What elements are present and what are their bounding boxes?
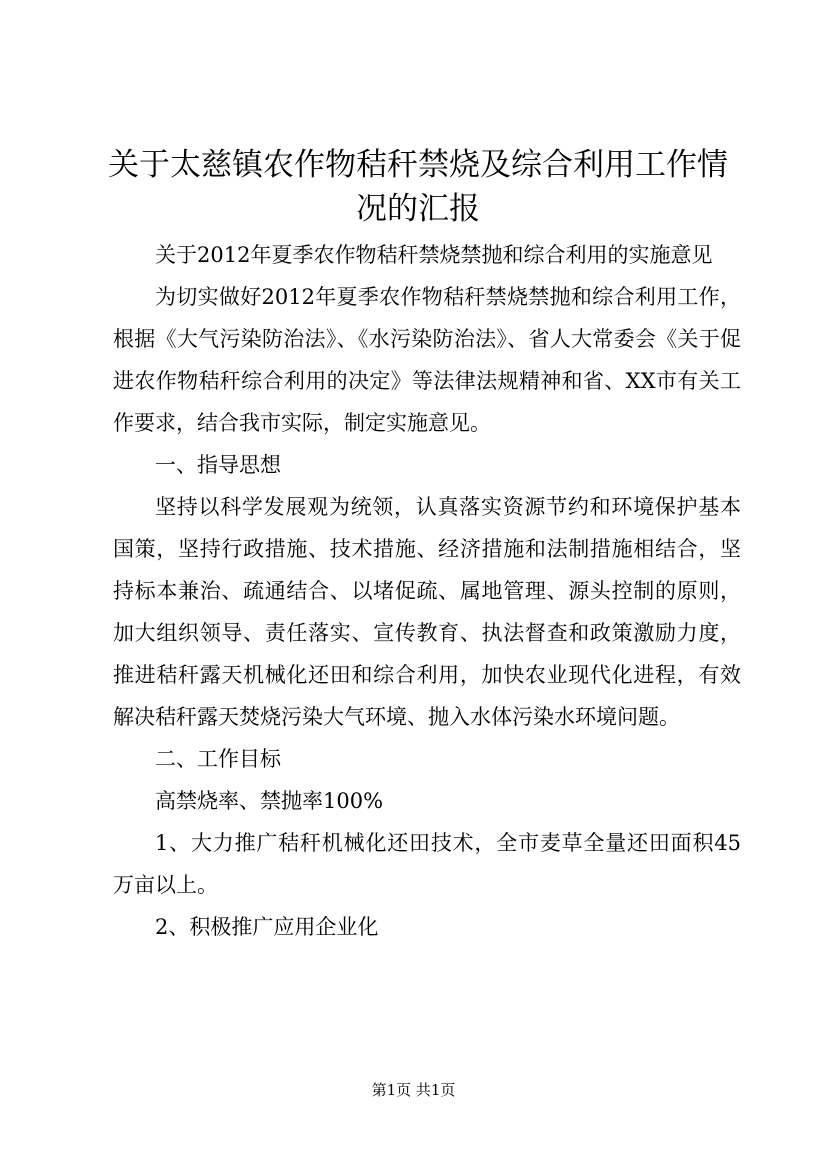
document-body <box>113 234 741 948</box>
paragraph-goal-2: 2、积极推广应用企业化 <box>155 915 379 939</box>
paragraph-goal-1: 1、大力推广秸秆机械化还田技术，全市麦草全量还田面积45万亩以上。 <box>113 831 741 897</box>
paragraph-subtitle: 关于2012年夏季农作物秸秆禁烧禁抛和综合利用的实施意见 <box>155 243 713 267</box>
heading-guiding-ideology: 一、指导思想 <box>155 453 281 477</box>
paragraph-goal-rate: 高禁烧率、禁抛率100% <box>155 789 384 813</box>
page-footer: 第1页 共1页 <box>371 1081 456 1099</box>
document-title: 关于太慈镇农作物秸秆禁烧及综合利用工作情况的汇报 <box>108 147 728 227</box>
paragraph-guiding-ideology: 坚持以科学发展观为统领，认真落实资源节约和环境保护基本国策，坚持行政措施、技术措施、经济措施和法制措施相结合，坚持标本兼治、疏通结合、以堵促疏、属地管理、源头控制的原则，加大组织领导、责任落实、宣传教育、执法督查和政策激励力度，推进秸秆露天机械化还田和综合利用，加快农业现代化进程，有效解决秸秆露天焚烧污染大气环境、抛入水体污染水环境问题。 <box>113 495 741 729</box>
paragraph-intro: 为切实做好2012年夏季农作物秸秆禁烧禁抛和综合利用工作，根据《大气污染防治法》、《水污染防治法》、省人大常委会《关于促进农作物秸秆综合利用的决定》等法律法规精神和省、XX市有关工作要求，结合我市实际，制定实施意见。 <box>113 285 741 435</box>
heading-work-goals: 二、工作目标 <box>155 747 281 771</box>
